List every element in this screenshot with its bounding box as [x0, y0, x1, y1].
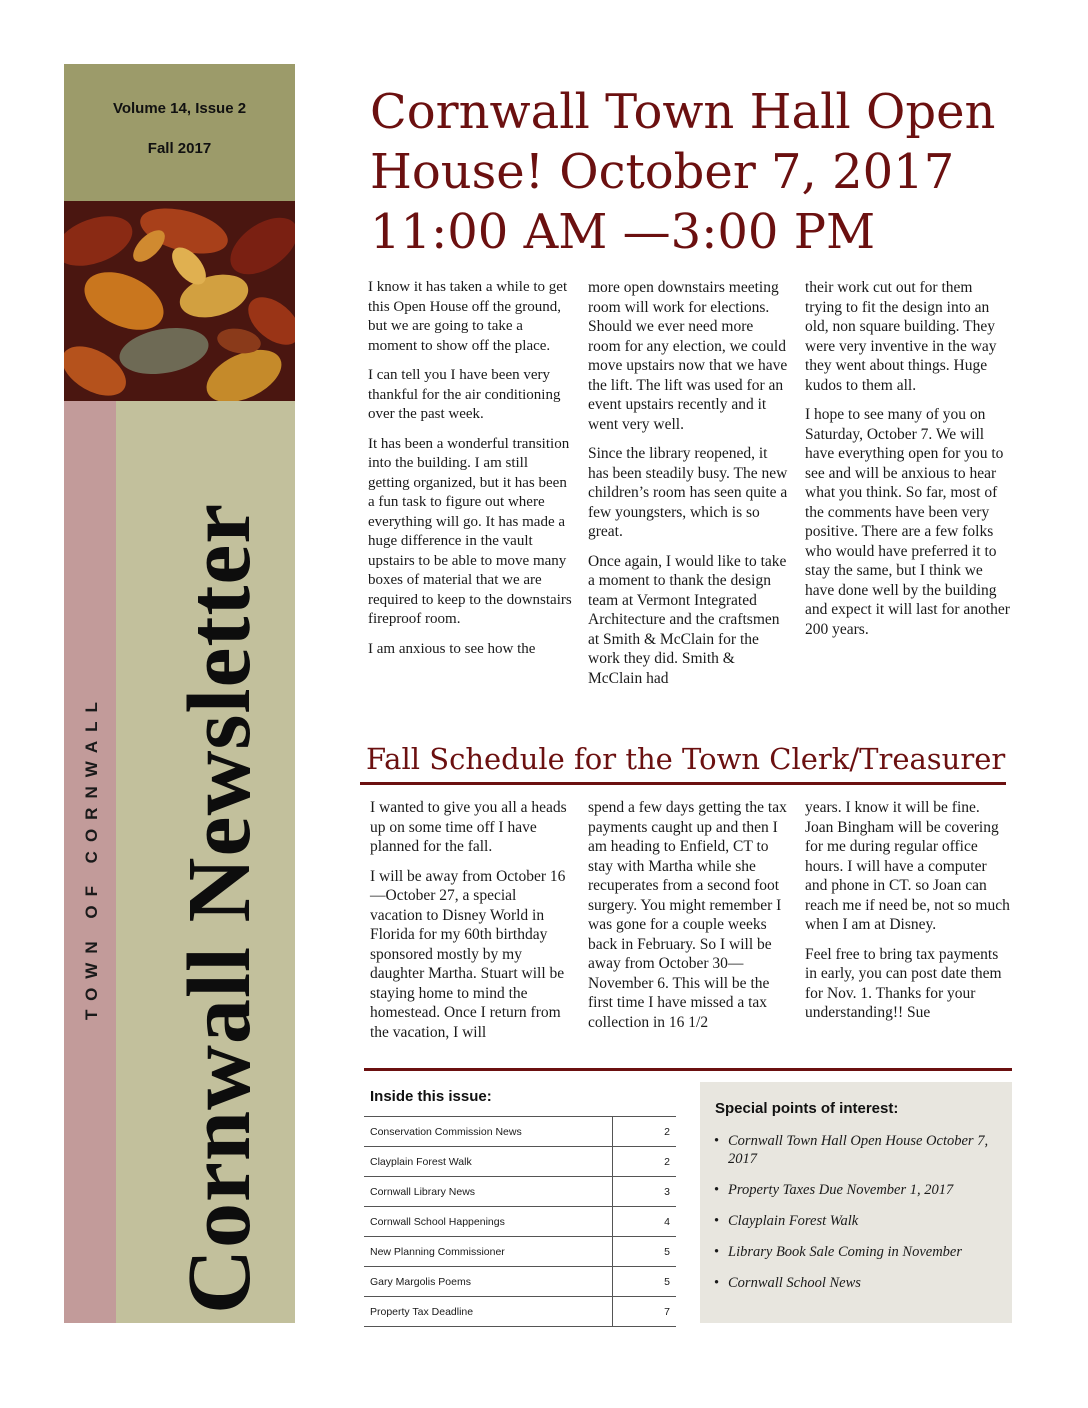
volume-issue: Volume 14, Issue 2 [112, 100, 247, 117]
list-item [714, 1181, 1004, 1199]
paragraph: I will be away from October 16—October 27, a special vacation to Disney World in Florida for my 60th birthday sponsored mostly by my daughter Martha. Stuart will be staying home to mind the homestead. Once I return from the vacation, I will [370, 867, 566, 1041]
table-of-contents [364, 1116, 676, 1327]
autumn-leaves-image [64, 201, 295, 401]
section-title: Fall Schedule for the Town Clerk/Treasurer [366, 742, 1006, 776]
toc-item-name: Gary Margolis Poems [364, 1267, 613, 1296]
list-item-text: Cornwall School News [728, 1275, 861, 1291]
paragraph: I can tell you I have been very thankful for the air conditioning over the past week. [368, 367, 561, 422]
toc-row[interactable] [364, 1237, 676, 1267]
toc-page-number: 4 [664, 1215, 670, 1228]
toc-row[interactable] [364, 1177, 676, 1207]
paragraph: years. I know it will be fine. Joan Bingham will be covering for me during regular office hours. I will have a computer and phone in CT. so Joan can reach me if need be, not so much when I am at Disney. [805, 799, 1010, 933]
toc-row[interactable] [364, 1117, 676, 1147]
toc-page-number: 2 [664, 1155, 670, 1168]
bullet-icon: • [714, 1244, 720, 1260]
article2-column-3 [805, 798, 1010, 1033]
special-points-box [700, 1082, 1012, 1323]
toc-row[interactable] [364, 1207, 676, 1237]
list-item-text: Library Book Sale Coming in November [728, 1244, 962, 1260]
list-item [714, 1212, 1004, 1230]
section-divider [360, 782, 1006, 785]
toc-page-number: 5 [664, 1245, 670, 1258]
paragraph: more open downstairs meeting room will work for elections. Should we ever need more room for any election, we could move upstairs now that we have the lift. The lift was used for an event upstairs recently and it went very well. [588, 279, 788, 433]
article2-column-1 [370, 798, 570, 1052]
main-headline: Cornwall Town Hall Open House! October 7, 2017 11:00 AM —3:00 PM [370, 84, 996, 260]
list-item [714, 1243, 1004, 1261]
bullet-icon: • [714, 1275, 720, 1291]
toc-page-number: 7 [664, 1305, 670, 1318]
article1-column-1 [368, 278, 572, 669]
toc-item-name: New Planning Commissioner [364, 1237, 613, 1266]
special-points-title: Special points of interest: [715, 1100, 899, 1117]
bullet-icon: • [714, 1213, 720, 1229]
paragraph: I wanted to give you all a heads up on some time off I have planned for the fall. [370, 799, 567, 855]
paragraph: I know it has taken a while to get this Open House off the ground, but we are going to take a moment to show off the place. [368, 279, 568, 354]
leaves-illustration [64, 201, 295, 401]
list-item-text: Clayplain Forest Walk [728, 1213, 859, 1229]
paragraph: spend a few days getting the tax payments caught up and then I am heading to Enfield, CT to stay with Martha while she recuperates from a second foot surgery. You might remember I was gone for a couple weeks back in February. So I will be away from October 30—November 6. This will be the first time I have missed a tax collection in 16 1/2 [588, 799, 787, 1031]
list-item [714, 1132, 1004, 1168]
paragraph: I am anxious to see how the [368, 640, 536, 657]
toc-page-number: 2 [664, 1125, 670, 1138]
town-of-label: TOWN OF CORNWALL [82, 693, 101, 1020]
paragraph: I hope to see many of you on Saturday, October 7. We will have everything open for you to see and will be anxious to hear what you think. So far, most of the comments have been very positive. There are a few folks who would have preferred it to stay the same, but I think we have done well by the building and expect it will last for another 200 years. [805, 406, 1010, 638]
list-item-text: Cornwall Town Hall Open House October 7, 2017 [728, 1133, 989, 1167]
toc-row[interactable] [364, 1147, 676, 1177]
section-divider [364, 1068, 1012, 1071]
newsletter-masthead: Cornwall Newsletter [170, 502, 269, 1314]
paragraph: It has been a wonderful transition into the building. I am still getting organized, but it has been a fun task to figure out where everything will go. It has made a huge difference in the vault upstairs to be able to move many boxes of material that we are required to keep to the downstairs fireproof room. [368, 435, 572, 627]
special-points-list [714, 1132, 1004, 1305]
toc-page-number: 3 [664, 1185, 670, 1198]
toc-item-name: Clayplain Forest Walk [364, 1147, 613, 1176]
article2-column-2 [588, 798, 788, 1042]
article1-column-2 [588, 278, 788, 698]
toc-item-name: Cornwall School Happenings [364, 1207, 613, 1236]
article1-column-3 [805, 278, 1010, 649]
paragraph: Feel free to bring tax payments in early, you can post date them for Nov. 1. Thanks for your understanding!! Sue [805, 945, 1002, 1021]
toc-item-name: Conservation Commission News [364, 1117, 613, 1146]
bullet-icon: • [714, 1133, 720, 1149]
paragraph: Since the library reopened, it has been steadily busy. The new children’s room has seen quite a few youngsters, which is so great. [588, 445, 788, 540]
toc-item-name: Property Tax Deadline [364, 1297, 613, 1326]
toc-row[interactable] [364, 1297, 676, 1327]
bullet-icon: • [714, 1182, 720, 1198]
list-item [714, 1274, 1004, 1292]
list-item-text: Property Taxes Due November 1, 2017 [728, 1182, 954, 1198]
toc-item-name: Cornwall Library News [364, 1177, 613, 1206]
toc-row[interactable] [364, 1267, 676, 1297]
inside-issue-title: Inside this issue: [370, 1088, 492, 1105]
season: Fall 2017 [147, 140, 212, 157]
paragraph: their work cut out for them trying to fit the design into an old, non square building. They were very inventive in the way they went about things. Huge kudos to them all. [805, 279, 997, 394]
toc-page-number: 5 [664, 1275, 670, 1288]
paragraph: Once again, I would like to take a moment to thank the design team at Vermont Integrated Architecture and the craftsmen at Smith & McClain for the work they did. Smith & McClain had [588, 552, 787, 687]
issue-info-panel [64, 64, 295, 201]
